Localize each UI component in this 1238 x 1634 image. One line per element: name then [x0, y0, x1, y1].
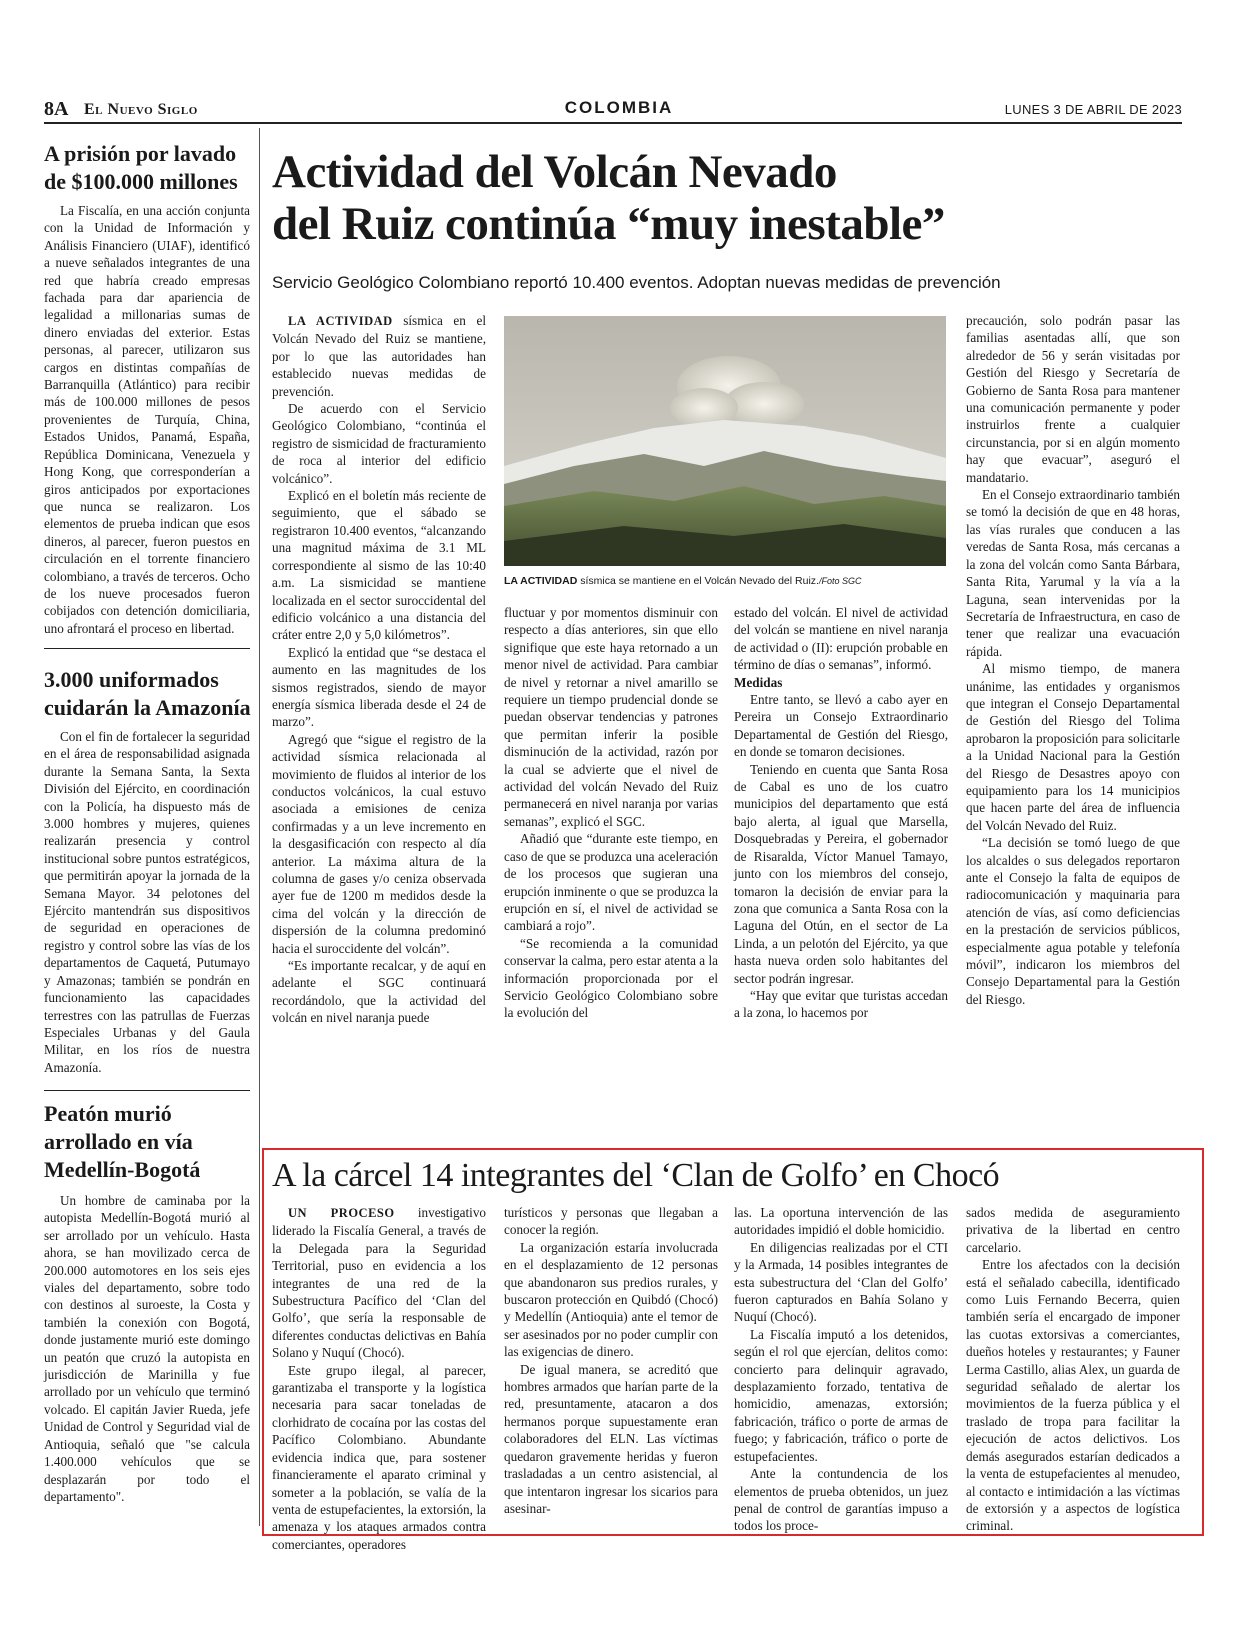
paragraph: estado del volcán. El nivel de actividad del volcán se mantiene en nivel naranja de actividad o (II): erupción probable en término de días o semanas”, informó.	[734, 605, 948, 673]
section-label: COLOMBIA	[564, 98, 674, 117]
lead-text: sísmica en el Volcán Nevado del Ruiz se mantiene, por lo que las autoridades han establecido nuevas medidas de prevención.	[272, 313, 486, 399]
second-headline: A la cárcel 14 integrantes del ‘Clan de Golfo’ en Chocó	[272, 1157, 1000, 1194]
main-column-4	[966, 312, 1180, 1008]
main-column-1	[272, 312, 486, 1027]
second-column-4	[966, 1204, 1180, 1535]
paragraph: Con el fin de fortalecer la seguridad en el área de responsabilidad asignada durante la Semana Santa, la Sexta División del Ejército, en coordinación con la Policía, ha dispuesto más de 3.000 hombres y mujeres, quienes realizarán presencia y control institucional sobre puntos estratégicos, que permitirán apoyar la jornada de la Semana Mayor. 34 pelotones del Ejército mantendrán sus dispositivos de seguridad en operaciones de registro y control sobre las vías de los departamentos de Caquetá, Putumayo y Amazonas; también se pondrán en funcionamiento las capacidades terrestres con las patrullas de Fuerzas Especiales Urbanas y del Gaula Militar, en los ríos de nuestra Amazonía.	[44, 729, 250, 1075]
sidebar-story-title: A prisión por lavado de $100.000 millones	[44, 141, 238, 194]
paragraph: Un hombre de caminaba por la autopista Medellín-Bogotá murió al ser arrollado por un vehículo. Hasta ahora, se han movilizado cerca de 200.000 automotores en los seis ejes viales del departamento, sobre todo con destinos al suroeste, la Costa y también la conexión con Bogotá, donde justamente murió este domingo un peatón que cruzó la autopista en jurisdicción de Marinilla y fue arrollado por un vehículo que terminó volcado. El capitán Javier Rueda, jefe Unidad de Control y Seguridad vial de Antioquia, señaló que "se calcula 1.400.000 vehículos que se desplazarán por todo el departamento".	[44, 1193, 250, 1504]
paragraph: La organización estaría involucrada en el desplazamiento de 12 personas que abandonaron sus predios rurales, y buscaron protección en Quibdó (Chocó) y Medellín (Antioquia) ante el temor de ser asesinados por no poder cumplir con las exigencias de dinero.	[504, 1239, 718, 1360]
paragraph: De igual manera, se acreditó que hombres armados que harían parte de la red, presuntamente, atacaron a dos hermanos porque supuestamente eran colaboradores del ELN. Las víctimas quedaron gravemente heridas y fueron trasladadas a un centro asistencial, al que intentaron ingresar los sicarios para asesinar-	[504, 1361, 718, 1516]
photo-credit: /Foto SGC	[818, 576, 862, 586]
paragraph: Explicó en el boletín más reciente de seguimiento, que el sábado se registraron 10.400 eventos, “alcanzando una magnitud máxima de 3.1 ML correspondiente al sismo de las 10:40 a.m. La sismicidad se mantiene localizada en el sector suroccidental del edificio volcánico a una distancia del cráter entre 2,0 y 5,0 kilómetros”.	[272, 488, 486, 643]
photo-caption	[504, 574, 946, 588]
page-number: 8A	[44, 98, 69, 120]
paragraph: Agregó que “sigue el registro de la actividad sísmica relacionada al movimiento de fluidos al interior de los conductos volcánicos, la cual estuvo asociada a emisiones de ceniza confirmadas y a un leve incremento en la desgasificación con respecto al día anterior. La máxima altura de la columna de gases y/o ceniza observada ayer fue de 1200 m medidos desde la cima del volcán y la dirección de dispersión de la columna predominó hacia el suroccidente del volcán”.	[272, 731, 486, 956]
sidebar-story-body	[44, 202, 250, 637]
issue-date: LUNES 3 DE ABRIL DE 2023	[1004, 102, 1182, 117]
paragraph	[272, 1204, 486, 1362]
main-headline-line: del Ruiz continúa “muy inestable”	[272, 198, 945, 250]
main-column-2	[504, 604, 718, 1022]
paragraph	[272, 312, 486, 400]
paragraph: turísticos y personas que llegaban a conocer la región.	[504, 1205, 718, 1238]
paragraph: Teniendo en cuenta que Santa Rosa de Cabal es uno de los cuatro municipios del departamento que está bajo alerta, al igual que Marsella, Dosquebradas y Pereira, el gobernador de Risaralda, Víctor Manuel Tamayo, junto con los miembros del consejo, tomaron la decisión de enviar para la zona que comunica a Santa Rosa con la Laguna del Otún, en el sector de La Linda, a un pelotón del Ejército, ya que hasta nueva orden solo habitantes del sector podrán ingresar.	[734, 761, 948, 986]
paragraph: Entre tanto, se llevó a cabo ayer en Pereira un Consejo Extraordinario Departamental de Gestión del Riesgo, en donde se tomaron decisiones.	[734, 692, 948, 760]
paragraph: precaución, solo podrán pasar las familias asentadas allí, que son alrededor de 56 y serán visitadas por Gestión del Riesgo y Secretaría de Gobierno de Santa Rosa para mantener una comunicación permanente y poder instruirlos frente a cualquier circunstancia, por si en algún momento hay que evacuar”, aseguró el mandatario.	[966, 313, 1180, 485]
lead-text: investigativo liderado la Fiscalía General, a través de la Delegada para la Seguridad Territorial, puso en evidencia a los integrantes de una red de la Subestructura Pacífico del ‘Clan del Golfo’, que sería la responsable de diferentes conductas delictivas en Bahía Solano y Nuquí (Chocó).	[272, 1205, 487, 1361]
second-column-3	[734, 1204, 948, 1535]
sidebar-separator	[44, 648, 250, 649]
second-column-2	[504, 1204, 718, 1517]
caption-text: sísmica se mantiene en el Volcán Nevado del Ruiz.	[580, 575, 819, 587]
paragraph: las. La oportuna intervención de las autoridades impidió el doble homicidio.	[734, 1205, 948, 1238]
lead-caps: UN PROCESO	[288, 1206, 395, 1220]
paragraph: En el Consejo extraordinario también se tomó la decisión de que en 48 horas, las vías rurales que conducen a las veredas de Santa Rosa, más cercanas a la zona del volcán como Santa Bárbara, Santa Rita, Yarumal y la vía a la Laguna, sean intervenidas por la Secretaría de Infraestructura, en caso de tener que realizar una evacuación rápida.	[966, 487, 1180, 659]
paragraph: “Se recomienda a la comunidad conservar la calma, pero estar atenta a la información proporcionada por el Servicio Geológico Colombiano sobre la evolución del	[504, 935, 718, 1021]
sidebar-story-title: Peatón murió arrollado en vía Medellín-Bogotá	[44, 1101, 201, 1182]
paragraph: Ante la contundencia de los elementos de prueba obtenidos, un juez penal de control de garantías impuso a todos los proce-	[734, 1466, 948, 1534]
paragraph: Este grupo ilegal, al parecer, garantizaba el transporte y la logística necesaria para sacar toneladas de clorhidrato de cocaína por las costas del Pacífico Colombiano. Abundante evidencia indica que, para sostener financieramente el aparato criminal y someter a la población, se valía de la venta de estupefacientes, la extorsión, la amenaza y los ataques armados contra comerciantes, operadores	[272, 1362, 486, 1552]
second-column-1	[272, 1204, 486, 1553]
main-headline-line: Actividad del Volcán Nevado	[272, 146, 837, 198]
paragraph: “Es importante recalcar, y de aquí en adelante el SGC continuará recordándolo, que la actividad del volcán en nivel naranja puede	[272, 958, 486, 1026]
paragraph: Explicó la entidad que “se destaca el aumento en las magnitudes de los sismos registrados, siendo de mayor energía sísmica liberada desde el 24 de marzo”.	[272, 644, 486, 730]
paragraph: Entre los afectados con la decisión está el señalado cabecilla, identificado como Luis Fernando Becerra, quien también sería el encargado de imponer las cuotas extorsivas a comerciantes, dueños hoteles y restaurantes; y Fauner Lerma Castillo, alias Alex, un guarda de seguridad señalado de alertar los movimientos de la fuerza pública y el traslado de tropa para facilitar la ejecución de actos delictivos. Los demás asegurados estarían dedicados a la venta de estupefacientes al menudeo, al contacto e intimidación a las víctimas de extorsión y a aspectos de logística criminal.	[966, 1257, 1180, 1534]
paragraph: fluctuar y por momentos disminuir con respecto a días anteriores, sin que ello signifique que este haya retornado a un menor nivel de actividad. Para cambiar de nivel y retornar a nivel amarillo se requiere un tiempo prudencial donde se puedan observar tendencias y patrones que permitan inferir la posible disminución de la actividad, razón por la cual se advierte que el nivel de actividad del volcán Nevado del Ruiz permanecerá en nivel naranja por varias semanas”, explicó el SGC.	[504, 605, 718, 829]
paragraph: “Hay que evitar que turistas accedan a la zona, lo hacemos por	[734, 987, 948, 1021]
caption-lead: LA ACTIVIDAD	[504, 575, 578, 587]
newspaper-name: El Nuevo Siglo	[84, 101, 198, 118]
paragraph: En diligencias realizadas por el CTI y la Armada, 14 posibles integrantes de esta subestructura del ‘Clan del Golfo’ fueron capturados en Bahía Solano y Nuquí (Chocó).	[734, 1239, 948, 1325]
sidebar-story-body	[44, 728, 250, 1076]
sidebar-divider	[259, 128, 260, 1526]
sidebar-story-body	[44, 1192, 250, 1505]
main-deck: Servicio Geológico Colombiano reportó 10.400 eventos. Adoptan nuevas medidas de prevención	[272, 273, 1001, 292]
lead-caps: LA ACTIVIDAD	[288, 314, 393, 328]
sidebar-story-title: 3.000 uniformados cuidarán la Amazonía	[44, 667, 251, 720]
paragraph: sados medida de aseguramiento privativa de la libertad en centro carcelario.	[966, 1205, 1180, 1255]
paragraph: La Fiscalía, en una acción conjunta con la Unidad de Información y Análisis Financiero (UIAF), identificó a nueve señalados integrantes de una red que habría creado empresas fachada para dar apariencia de legalidad a millonarias sumas de dinero enviadas del exterior. Estas personas, al parecer, utilizaron sus cargos en distintas compañías de Barranquilla (Atlántico) para recibir más de 100.000 millones de pesos provenientes de Turquía, China, Estados Unidos, Panamá, España, República Dominicana, Venezuela y Hong Kong, que corresponderían a giros anticipados por exportaciones que nunca se realizaron. Los elementos de prueba indican que esos dineros, al parecer, fueron puestos en circulación en el torrente financiero colombiano, a través de terceros. Ocho de los nueve procesados fueron cobijados con detención domiciliaria, uno afrontará el proceso en libertad.	[44, 203, 250, 636]
header-rule	[44, 122, 1182, 124]
volcano-image	[504, 316, 946, 566]
paragraph: “La decisión se tomó luego de que los alcaldes o sus delegados reportaron ante el Consejo la falta de equipos de radiocomunicación y maquinaria para atención de vías, así como deficiencias en la prestación de servicios públicos, especialmente agua potable y telefonía móvil”, indicaron los miembros del Consejo Departamental para la Gestión del Riesgo.	[966, 835, 1180, 1007]
subheading: Medidas	[734, 674, 783, 690]
volcano-photo	[504, 316, 946, 566]
paragraph: Añadió que “durante este tiempo, en caso de que se produzca una aceleración de los procesos que sugieran una erupción inminente o que se produzca la erupción en sí, el nivel de actividad se cambiará a rojo”.	[504, 831, 718, 934]
main-column-3	[734, 604, 948, 1022]
main-headline	[272, 146, 1192, 250]
sidebar-separator	[44, 1090, 250, 1091]
paragraph: De acuerdo con el Servicio Geológico Colombiano, “continúa el registro de sismicidad de fracturamiento de roca al interior del edificio volcánico”.	[272, 401, 486, 486]
paragraph: Al mismo tiempo, de manera unánime, las entidades y organismos que integran el Consejo Departamental de Gestión del Riesgo del Tolima aprobaron la proposición para solicitarle a la Unidad Nacional para la Gestión del Riesgo de Desastres apoyo con equipamiento para los 14 municipios que hacen parte del área de influencia del Volcán Nevado del Ruiz.	[966, 661, 1180, 833]
paragraph: La Fiscalía imputó a los detenidos, según el rol que ejercían, delitos como: concierto para delinquir agravado, desplazamiento forzado, tentativa de homicidio, amenazas, extorsión; fabricación, tráfico o porte de armas de fuego; y fabricación, tráfico o porte de estupefacientes.	[734, 1326, 948, 1464]
